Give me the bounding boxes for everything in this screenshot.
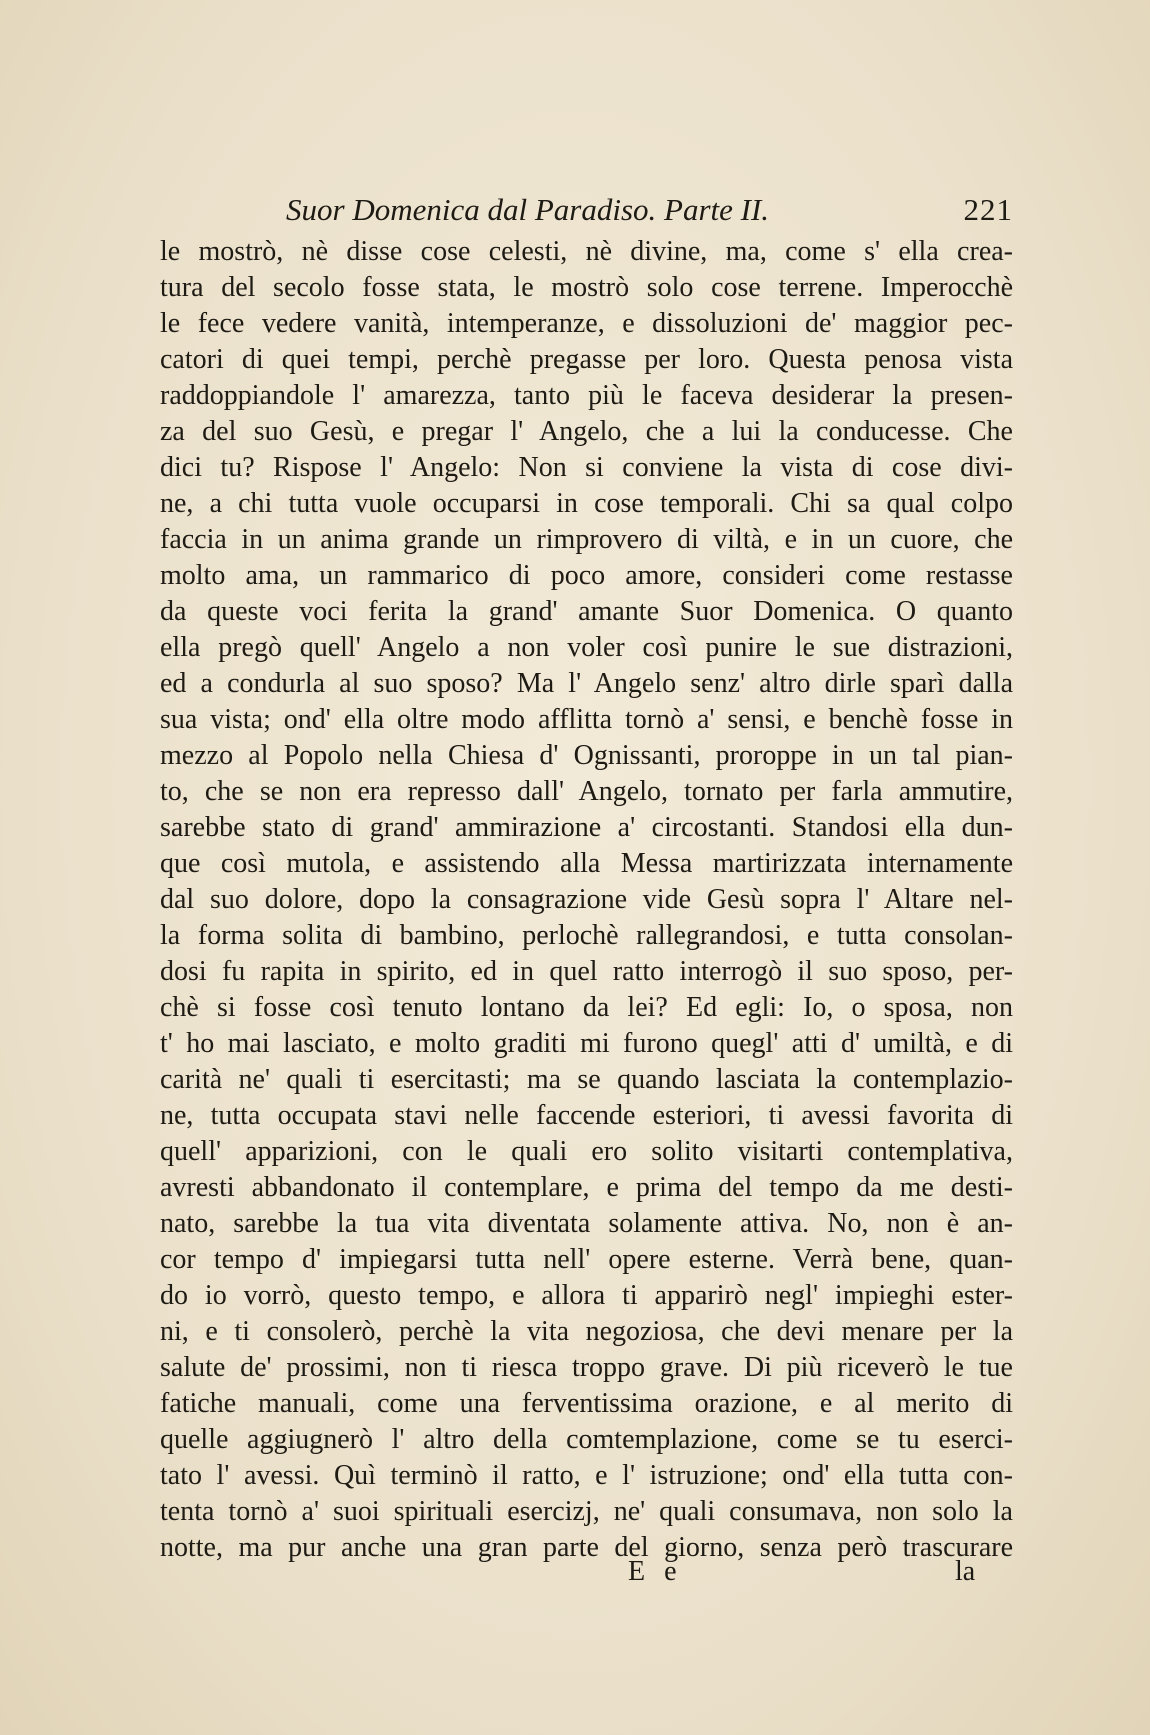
text-line: sua vista; ond' ella oltre modo afflitta tornò a' sensi, e benchè fosse in <box>160 704 1013 735</box>
text-line: raddoppiandole l' amarezza, tanto più le faceva desiderar la presen- <box>160 380 1013 411</box>
text-line: faccia in un anima grande un rimprovero di viltà, e in un cuore, che <box>160 524 1013 555</box>
text-line: chè si fosse così tenuto lontano da lei? Ed egli: Io, o sposa, non <box>160 992 1013 1023</box>
text-line: ni, e ti consolerò, perchè la vita negoziosa, che devi menare per la <box>160 1316 1013 1347</box>
page-number: 221 <box>963 192 1013 227</box>
text-line: catori di quei tempi, perchè pregasse per loro. Questa penosa vista <box>160 344 1013 375</box>
text-line: quelle aggiugnerò l' altro della comtemplazione, come se tu eserci- <box>160 1424 1013 1455</box>
text-line: cor tempo d' impiegarsi tutta nell' opere esterne. Verrà bene, quan- <box>160 1244 1013 1275</box>
text-line: da queste voci ferita la grand' amante Suor Domenica. O quanto <box>160 596 1013 627</box>
body-text <box>160 234 1013 1566</box>
text-line: dal suo dolore, dopo la consagrazione vide Gesù sopra l' Altare nel- <box>160 884 1013 915</box>
text-line: ed a condurla al suo sposo? Ma l' Angelo senz' altro dirle sparì dalla <box>160 668 1013 699</box>
text-line: dosi fu rapita in spirito, ed in quel ratto interrogò il suo sposo, per- <box>160 956 1013 987</box>
text-line: quell' apparizioni, con le quali ero solito visitarti contemplativa, <box>160 1136 1013 1167</box>
text-line: dici tu? Rispose l' Angelo: Non si conviene la vista di cose divi- <box>160 452 1013 483</box>
text-line: notte, ma pur anche una gran parte del giorno, senza però trascurare <box>160 1532 1013 1563</box>
text-line: ne, a chi tutta vuole occuparsi in cose temporali. Chi sa qual colpo <box>160 488 1013 519</box>
text-line: fatiche manuali, come una ferventissima orazione, e al merito di <box>160 1388 1013 1419</box>
text-line: ella pregò quell' Angelo a non voler così punire le sue distrazioni, <box>160 632 1013 663</box>
text-line: nato, sarebbe la tua vita diventata solamente attiva. No, non è an- <box>160 1208 1013 1239</box>
text-line: tenta tornò a' suoi spirituali esercizj, ne' quali consumava, non solo la <box>160 1496 1013 1527</box>
text-line: avresti abbandonato il contemplare, e prima del tempo da me desti- <box>160 1172 1013 1203</box>
text-line: to, che se non era represso dall' Angelo, tornato per farla ammutire, <box>160 776 1013 807</box>
text-line: ne, tutta occupata stavi nelle faccende esteriori, ti avessi favorita di <box>160 1100 1013 1131</box>
running-title: Suor Domenica dal Paradiso. Parte II. <box>286 192 770 227</box>
text-line: do io vorrò, questo tempo, e allora ti apparirò negl' impieghi ester- <box>160 1280 1013 1311</box>
page-footer <box>160 1556 1013 1596</box>
text-line: molto ama, un rammarico di poco amore, consideri come restasse <box>160 560 1013 591</box>
text-line: que così mutola, e assistendo alla Messa martirizzata internamente <box>160 848 1013 879</box>
text-line: tura del secolo fosse stata, le mostrò solo cose terrene. Imperocchè <box>160 272 1013 303</box>
text-line: tato l' avessi. Quì terminò il ratto, e l' istruzione; ond' ella tutta con- <box>160 1460 1013 1491</box>
text-line: t' ho mai lasciato, e molto graditi mi furono quegl' atti d' umiltà, e di <box>160 1028 1013 1059</box>
text-line: carità ne' quali ti esercitasti; ma se quando lasciata la contemplazio- <box>160 1064 1013 1095</box>
page-header <box>160 192 1013 232</box>
text-line: le mostrò, nè disse cose celesti, nè divine, ma, come s' ella crea- <box>160 236 1013 267</box>
signature-mark: E e <box>628 1556 683 1587</box>
text-line: sarebbe stato di grand' ammirazione a' circostanti. Standosi ella dun- <box>160 812 1013 843</box>
text-line: la forma solita di bambino, perlochè rallegrandosi, e tutta consolan- <box>160 920 1013 951</box>
text-line: za del suo Gesù, e pregar l' Angelo, che a lui la conducesse. Che <box>160 416 1013 447</box>
text-line: mezzo al Popolo nella Chiesa d' Ognissanti, proroppe in un tal pian- <box>160 740 1013 771</box>
text-line: le fece vedere vanità, intemperanze, e dissoluzioni de' maggior pec- <box>160 308 1013 339</box>
text-line: salute de' prossimi, non ti riesca troppo grave. Di più riceverò le tue <box>160 1352 1013 1383</box>
catchword: la <box>955 1556 976 1587</box>
